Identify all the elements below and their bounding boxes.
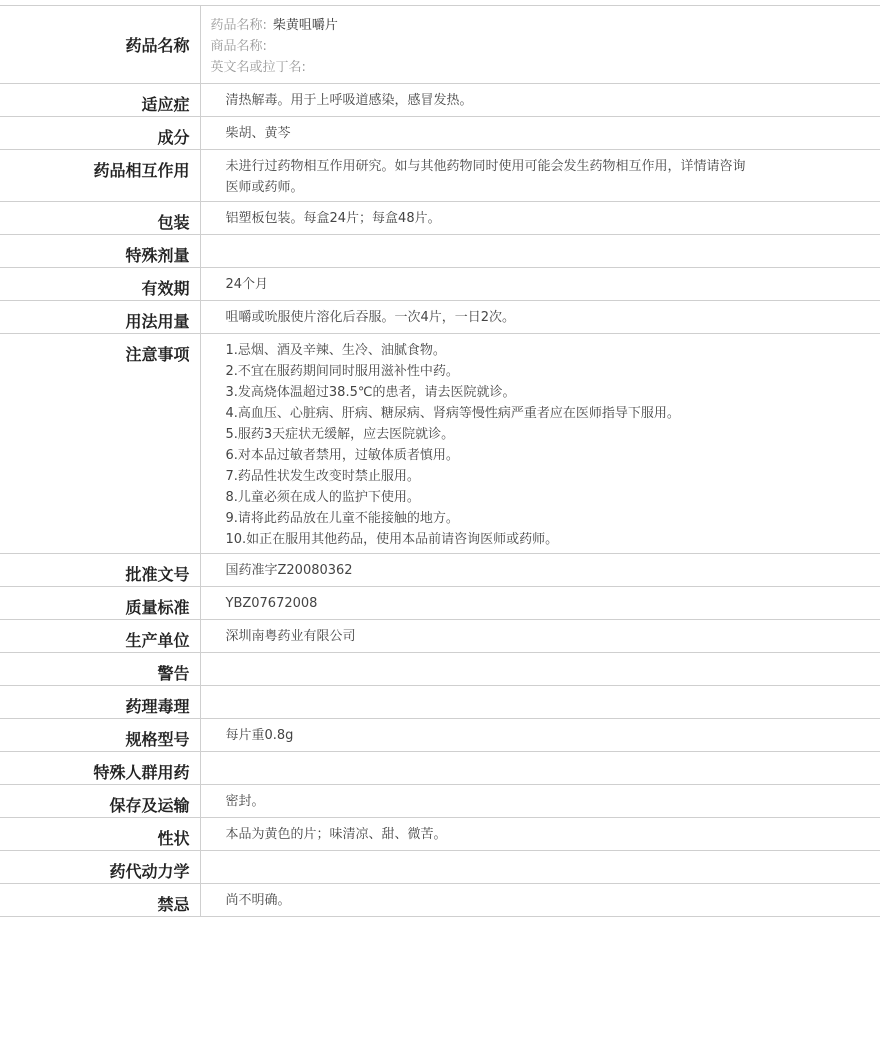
row-value [200,752,880,785]
value-line: 1.忌烟、酒及辛辣、生冷、油腻食物。 [225,343,446,358]
value-line: 柴胡、黄芩 [225,126,291,141]
row-value [200,884,880,917]
value-line: 铝塑板包装。每盒24片；每盒48片。 [225,211,441,226]
name-key: 英文名或拉丁名: [210,60,306,75]
row-label: 药品相互作用 [0,150,200,202]
drug-spec-table [0,5,880,917]
spec-row [0,117,880,150]
value-line: 国药准字Z20080362 [225,563,353,578]
row-label: 成分 [0,117,200,150]
row-value [200,653,880,686]
name-value: 柴黄咀嚼片 [272,18,338,33]
row-label: 适应症 [0,84,200,117]
spec-row [0,587,880,620]
name-details [200,6,880,84]
value-line: 清热解毒。用于上呼吸道感染，感冒发热。 [225,93,473,108]
value-line: 未进行过药物相互作用研究。如与其他药物同时使用可能会发生药物相互作用，详情请咨询 [225,159,746,174]
value-line: 5.服药3天症状无缓解，应去医院就诊。 [225,427,455,442]
spec-row [0,719,880,752]
spec-row [0,334,880,554]
name-item-generic [211,15,871,36]
value-line: 医师或药师。 [225,180,304,195]
row-label: 规格型号 [0,719,200,752]
row-value [200,268,880,301]
spec-table-body [0,6,880,917]
row-value [200,785,880,818]
row-value [200,554,880,587]
row-value [200,150,880,202]
spec-row [0,84,880,117]
spec-row [0,686,880,719]
spec-row [0,884,880,917]
row-label: 药理毒理 [0,686,200,719]
value-line: 咀嚼或吮服使片溶化后吞服。一次4片，一日2次。 [225,310,516,325]
row-value [200,202,880,235]
value-line: 本品为黄色的片；味清凉、甜、微苦。 [225,827,447,842]
value-line: 每片重0.8g [225,728,294,743]
row-value [200,235,880,268]
spec-row [0,653,880,686]
row-label: 注意事项 [0,334,200,554]
row-label: 包装 [0,202,200,235]
value-line: YBZ07672008 [225,596,318,611]
value-line: 9.请将此药品放在儿童不能接触的地方。 [225,511,459,526]
row-label: 用法用量 [0,301,200,334]
name-key: 商品名称: [210,39,267,54]
value-line: 深圳南粤药业有限公司 [225,629,356,644]
value-line: 8.儿童必须在成人的监护下使用。 [225,490,420,505]
row-value [200,117,880,150]
value-line: 7.药品性状发生改变时禁止服用。 [225,469,420,484]
row-value [200,686,880,719]
spec-row [0,150,880,202]
row-label: 批准文号 [0,554,200,587]
row-label: 特殊剂量 [0,235,200,268]
spec-row [0,202,880,235]
spec-row [0,620,880,653]
row-value [200,587,880,620]
value-line: 4.高血压、心脏病、肝病、糖尿病、肾病等慢性病严重者应在医师指导下服用。 [225,406,680,421]
row-drug-name [0,6,880,84]
spec-row [0,752,880,785]
spec-row [0,818,880,851]
row-label: 性状 [0,818,200,851]
row-value [200,851,880,884]
name-key: 药品名称: [210,18,267,33]
row-label: 特殊人群用药 [0,752,200,785]
spec-row [0,785,880,818]
row-value [200,334,880,554]
name-item-latin [211,57,871,78]
value-line: 2.不宜在服药期间同时服用滋补性中药。 [225,364,459,379]
spec-row [0,268,880,301]
row-value [200,818,880,851]
value-line: 10.如正在服用其他药品，使用本品前请咨询医师或药师。 [225,532,559,547]
row-value [200,719,880,752]
value-line: 6.对本品过敏者禁用，过敏体质者慎用。 [225,448,459,463]
row-label: 生产单位 [0,620,200,653]
row-label: 保存及运输 [0,785,200,818]
value-line: 尚不明确。 [225,893,291,908]
spec-row [0,851,880,884]
row-label: 禁忌 [0,884,200,917]
row-value [200,84,880,117]
row-label: 药代动力学 [0,851,200,884]
value-line: 24个月 [225,277,269,292]
spec-row [0,235,880,268]
row-label: 警告 [0,653,200,686]
row-label: 有效期 [0,268,200,301]
row-value [200,301,880,334]
spec-row [0,554,880,587]
row-value [200,620,880,653]
row-label: 药品名称 [0,6,200,84]
row-label: 质量标准 [0,587,200,620]
value-line: 密封。 [225,794,265,809]
spec-row [0,301,880,334]
name-item-trade [211,36,871,57]
value-line: 3.发高烧体温超过38.5℃的患者，请去医院就诊。 [225,385,516,400]
